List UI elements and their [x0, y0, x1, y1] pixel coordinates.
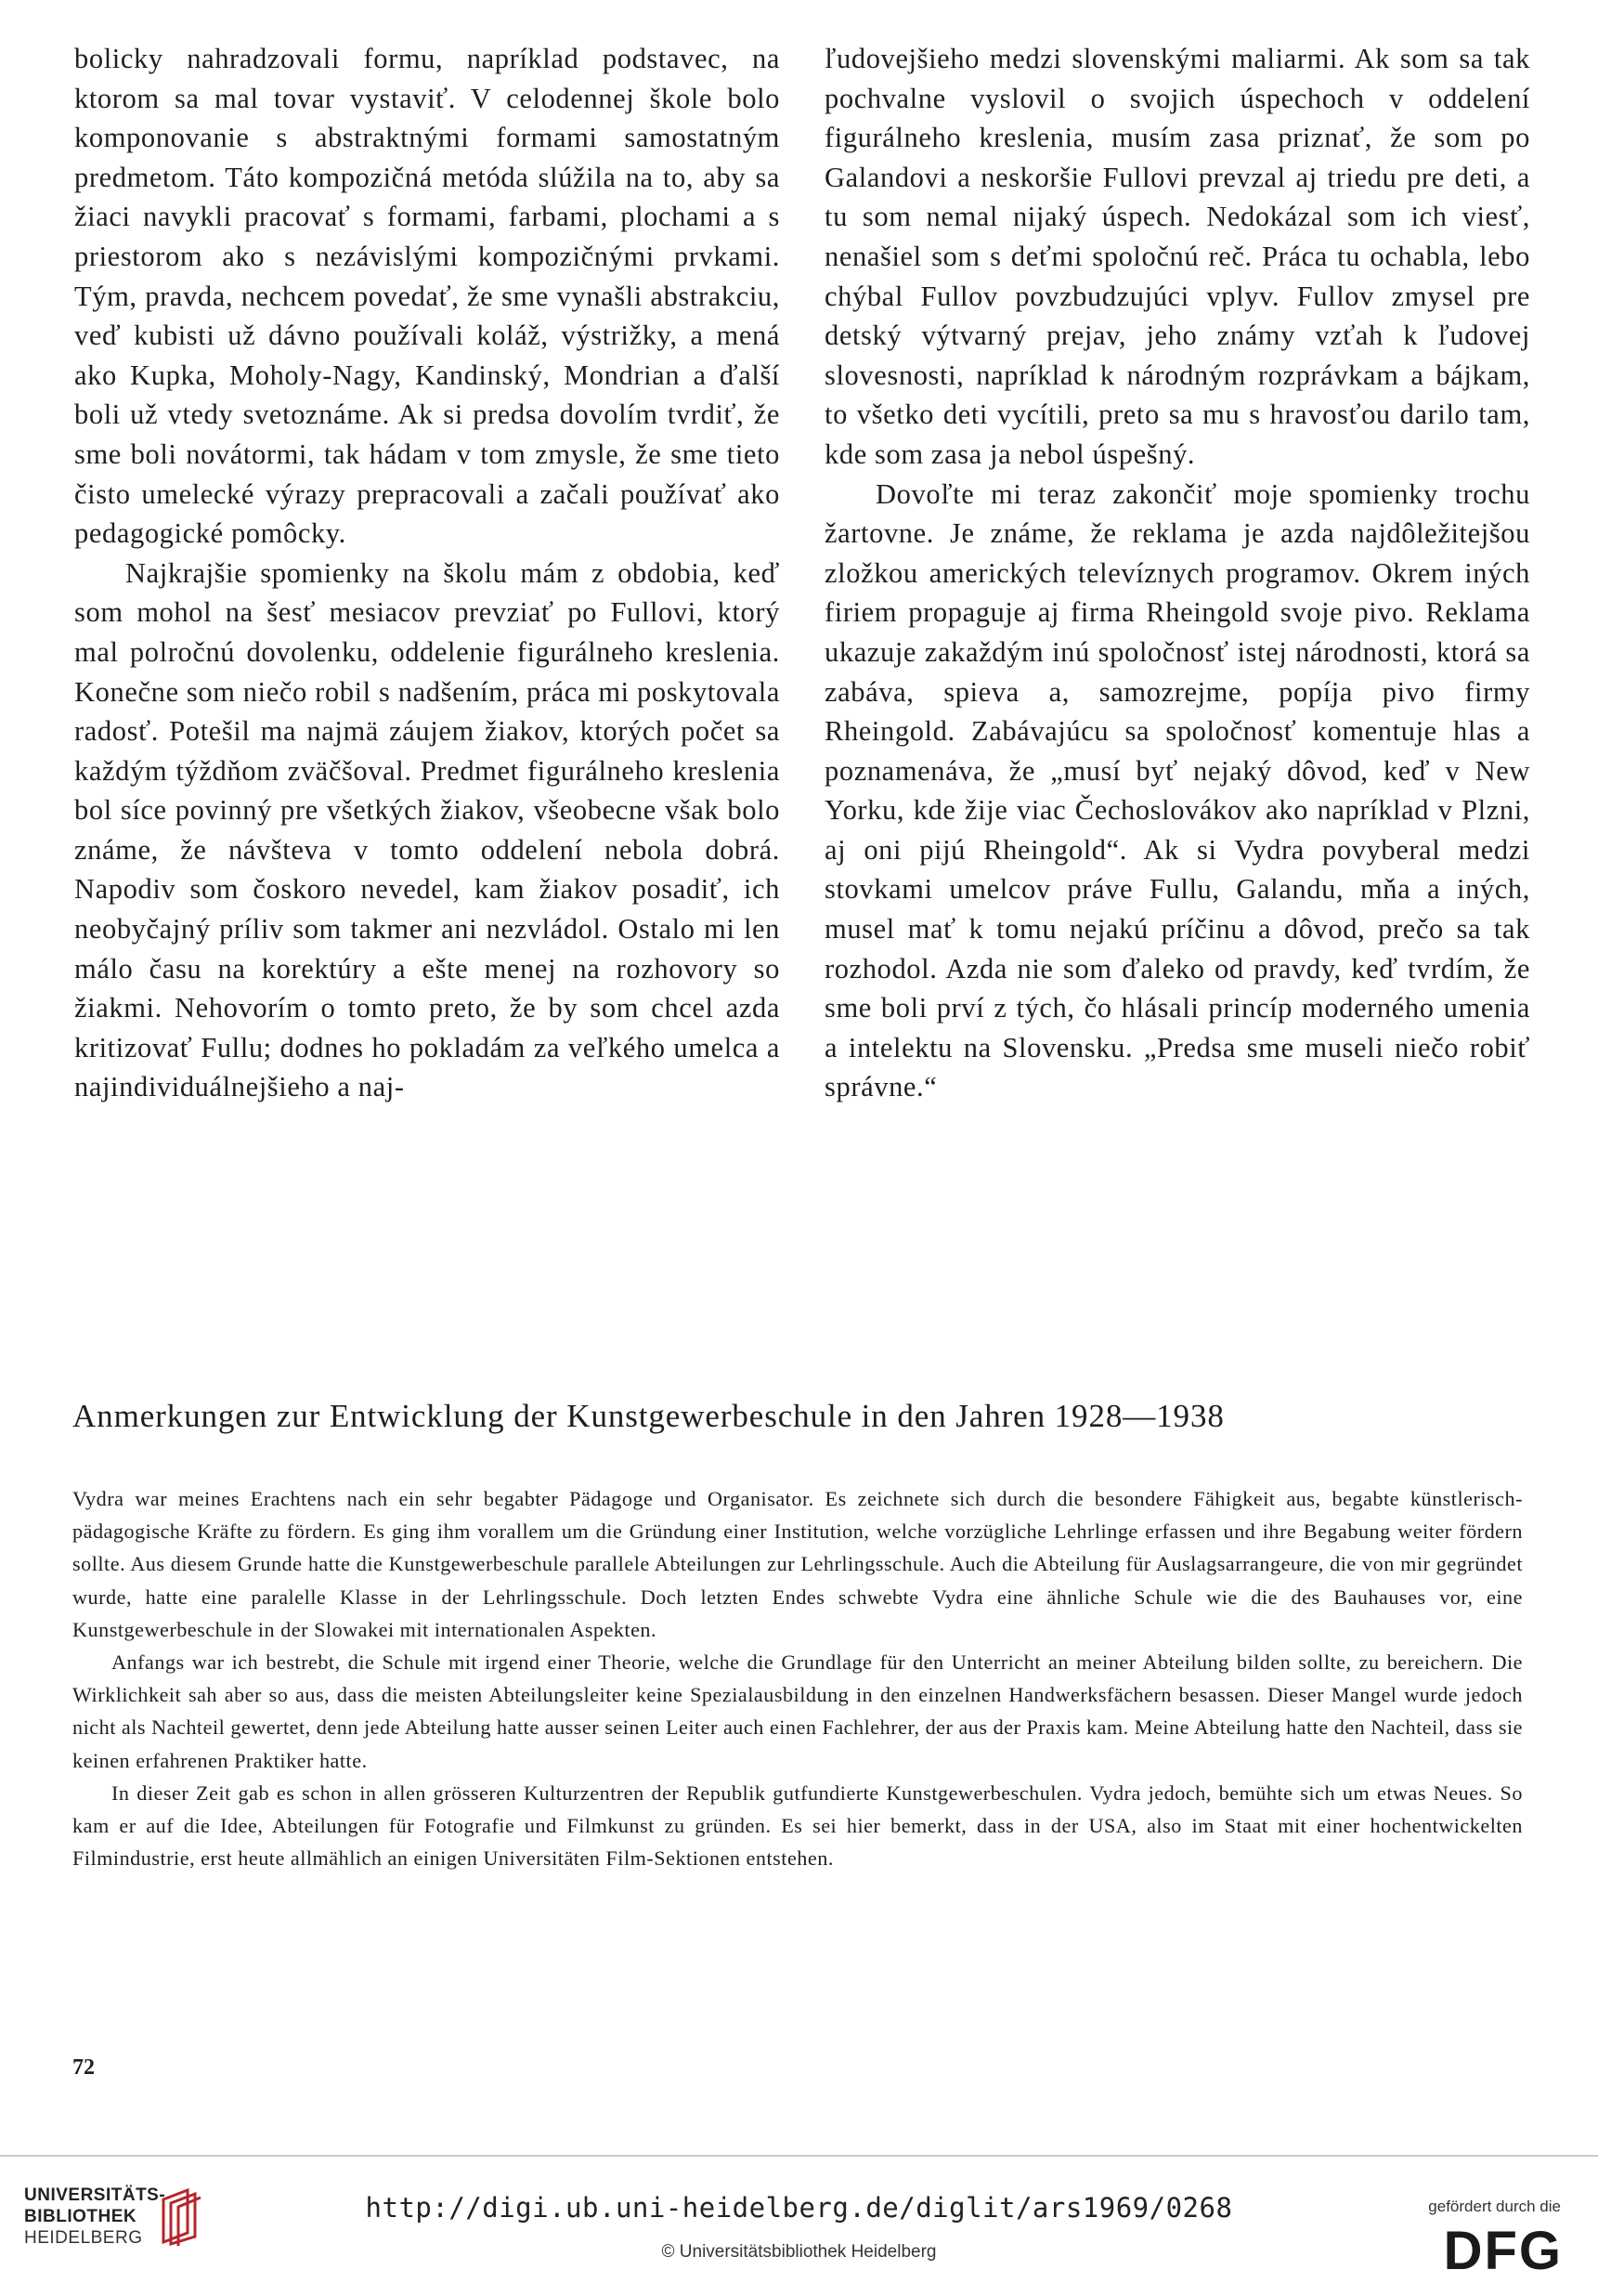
right-text-column: [825, 39, 1530, 1107]
footer-bar: [0, 2155, 1598, 2296]
article-paragraph: Anfangs war ich bestrebt, die Schule mit irgend einer Theorie, welche die Grundlage für den Unterricht an meiner Abteilung bilden sollte, zu bereichern. Die Wirklichkeit sah aber so aus, dass die meisten Abteilungsleiter keine Spezialausbildung in den einzelnen Handwerksfächern besassen. Dieser Mangel wurde jedoch nicht als Nachteil gewertet, denn jede Abteilung hatte ausser seinen Leiter auch einen Fachlehrer, der aus der Praxis kam. Meine Abteilung hatte den Nachteil, dass sie keinen erfahrenen Praktiker hatte.: [72, 1650, 1523, 1772]
body-paragraph: bolicky nahradzovali formu, napríklad podstavec, na ktorom sa mal tovar vystaviť. V celodennej škole bolo komponovanie s abstraktnými formami samostatným predmetom. Táto kompozičná metóda slúžila na to, aby sa žiaci navykli pracovať s formami, farbami, plochami a s priestorom ako s nezávislými kompozičnými prvkami. Tým, pravda, nechcem povedať, že sme vynašli abstrakciu, veď kubisti už dávno používali koláž, výstrižky, a mená ako Kupka, Moholy-Nagy, Kandinský, Mondrian a ďalší boli už vtedy svetoznáme. Ak si predsa dovolím tvrdiť, že sme boli novátormi, tak hádam v tom zmysle, že sme tieto čisto umelecké výrazy prepracovali a začali používať ako pedagogické pomôcky.: [74, 43, 780, 550]
library-name-line: BIBLIOTHEK: [24, 2207, 137, 2226]
copyright-notice: © Universitätsbibliothek Heidelberg: [661, 2242, 937, 2262]
page-number: 72: [72, 2055, 95, 2080]
article-paragraph: In dieser Zeit gab es schon in allen grösseren Kulturzentren der Republik gutfundierte Kunstgewerbeschulen. Vydra jedoch, bemühte sich um etwas Neues. So kam er auf die Idee, Abteilungen für Fotografie und Filmkunst zu gründen. Es sei hier bemerkt, dass in der USA, also im Staat mit einer hochentwickelten Filmindustrie, erst heute allmählich an einigen Universitäten Film-Sektionen entstehen.: [72, 1781, 1523, 1871]
library-name-line: HEIDELBERG: [24, 2228, 143, 2248]
dfg-logo[interactable]: DFG: [1443, 2221, 1563, 2281]
left-text-column: [74, 39, 780, 1107]
article-paragraph: Vydra war meines Erachtens nach ein sehr begabter Pädagoge und Organisator. Es zeichnete sich durch die besondere Fähigkeit aus, begabte künstlerisch-pädagogische Kräfte zu fördern. Es ging ihm vorallem um die Gründung einer Institution, welche vorzügliche Lehrlinge erfassen und ihre Begabung weiter fördern sollte. Aus diesem Grunde hatte die Kunstgewerbeschule parallele Abteilungen zur Lehrlingsschule. Auch die Abteilung für Auslagsarrangeure, die von mir gegründet wurde, hatte eine paralelle Klasse in der Lehrlingsschule. Doch letzten Endes schwebte Vydra eine ähnliche Schule wie die des Bauhauses vor, eine Kunstgewerbeschule in der Slowakei mit internationalen Aspekten.: [72, 1487, 1523, 1641]
body-paragraph: Dovoľte mi teraz zakončiť moje spomienky trochu žartovne. Je známe, že reklama je azda najdôležitejšou zložkou amerických televíznych programov. Okrem iných firiem propaguje aj firma Rheingold svoje pivo. Reklama ukazuje zakaždým inú spoločnosť istej národnosti, ktorá sa zabáva, spieva a, samozrejme, popíja pivo firmy Rheingold. Zabávajúcu sa spoločnosť komentuje hlas a poznamenáva, že „musí byť nejaký dôvod, keď v New Yorku, kde žije viac Čechoslovákov ako napríklad v Plzni, aj oni pijú Rheingold“. Ak si Vydra povyberal medzi stovkami umelcov práve Fullu, Galandu, mňa a iných, musel mať k tomu nejakú príčinu a dôvod, prečo sa tak rozhodol. Azda nie som ďaleko od pravdy, keď tvrdím, že sme boli prví z tých, čo hlásali princíp moderného umenia a intelektu na Slovensku. „Predsa sme museli niečo robiť správne.“: [825, 477, 1530, 1103]
body-paragraph: ľudovejšieho medzi slovenskými maliarmi. Ak som sa tak pochvalne vyslovil o svojich úspechoch v oddelení figurálneho kreslenia, musím zasa priznať, že som po Galandovi a neskoršie Fullovi prevzal aj triedu pre deti, a tu som nemal nijaký úspech. Nedokázal som ich viesť, nenašiel som s deťmi spoločnú reč. Práca tu ochabla, lebo chýbal Fullov povzbudzujúci vplyv. Fullov zmysel pre detský výtvarný prejav, jeho známy vzťah k ľudovej slovesnosti, napríklad k národným rozprávkam a bájkam, to všetko deti vycítili, preto sa mu s hravosťou darilo tam, kde som zasa ja nebol úspešný.: [825, 43, 1530, 470]
source-url-link[interactable]: http://digi.ub.uni-heidelberg.de/diglit/ars1969/0268: [365, 2192, 1233, 2224]
article-title: Anmerkungen zur Entwicklung der Kunstgewerbeschule in den Jahren 1928—1938: [72, 1398, 1225, 1434]
body-paragraph: Najkrajšie spomienky na školu mám z obdobia, keď som mohol na šesť mesiacov prevziať po Fullovi, ktorý mal polročnú dovolenku, oddelenie figurálneho kreslenia. Konečne som niečo robil s nadšením, práca mi poskytovala radosť. Potešil ma najmä záujem žiakov, ktorých počet sa každým týždňom zväčšoval. Predmet figurálneho kreslenia bol síce povinný pre všetkých žiakov, všeobecne však bolo známe, že návšteva v tomto oddelení nebola dobrá. Napodiv som čoskoro nevedel, kam žiakov posadiť, ich neobyčajný príliv som takmer ani nezvládol. Ostalo mi len málo času na korektúry a ešte menej na rozhovory so žiakmi. Nehovorím o tomto preto, že by som chcel azda kritizovať Fullu; dodnes ho pokladám za veľkého umelca a najindividuálnejšieho a naj-: [74, 556, 780, 1103]
library-name-line: UNIVERSITÄTS-: [24, 2185, 166, 2205]
source-url[interactable]: [0, 2192, 1598, 2224]
article-body: [72, 1482, 1523, 1874]
dfg-caption: gefördert durch die: [1428, 2198, 1561, 2215]
